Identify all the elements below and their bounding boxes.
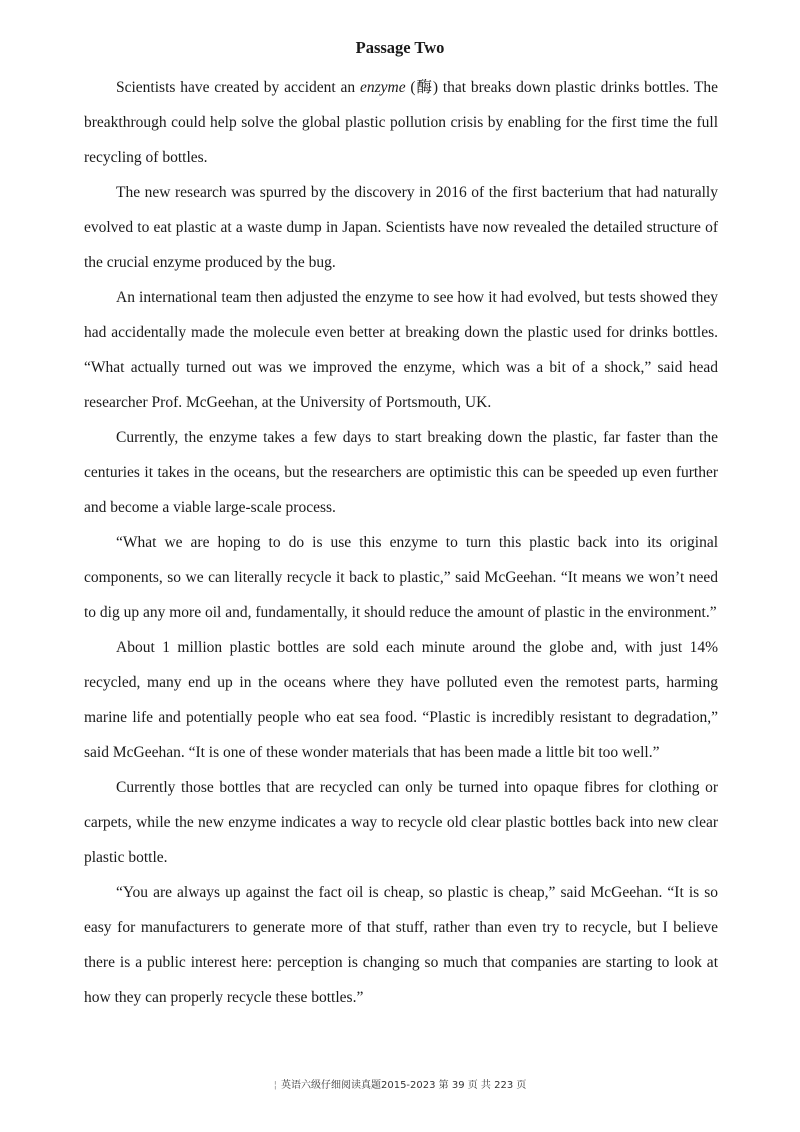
paragraph-5: “What we are hoping to do is use this enzyme to turn this plastic back into its original components, so we can literally recycle it back to plastic,” said McGeehan. “It means we won’t need to dig up any more oil and, fundamentally, it should reduce the amount of plastic in the environment.” — [84, 534, 718, 621]
paragraph-7: Currently those bottles that are recycled can only be turned into opaque fibres for clothing or carpets, while the new enzyme indicates a way to recycle old clear plastic bottles back into new clear plastic bottle. — [84, 779, 718, 866]
enzyme-term: enzyme — [359, 79, 406, 96]
paragraph-8: “You are always up against the fact oil is cheap, so plastic is cheap,” said McGeehan. “It is so easy for manufacturers to generate more of that stuff, rather than even try to recycle, but I believe there is a public interest here: perception is changing so much that companies are starting to look at how they can properly recycle these bottles.” — [84, 884, 718, 1006]
paragraph-6: About 1 million plastic bottles are sold each minute around the globe and, with just 14% recycled, many end up in the oceans where they have polluted even the remotest parts, harming marine life and potentially people who eat sea food. “Plastic is incredibly resistant to degradation,” said McGeehan. “It is one of these wonder materials that has been made a little bit too well.” — [84, 639, 718, 761]
page-footer — [0, 1078, 800, 1094]
passage-body — [84, 70, 718, 1015]
footer-marker: ¦ — [273, 1080, 277, 1091]
paragraph-1-after: (酶) that breaks down plastic drinks bottles. The breakthrough could help solve the global plastic pollution crisis by enabling for the first time the full recycling of bottles. — [84, 79, 718, 166]
passage-title: Passage Two — [355, 38, 445, 57]
paragraph-1 — [84, 70, 718, 175]
footer-page-info: 英语六级仔细阅读真题2015-2023 第 39 页 共 223 页 — [280, 1080, 527, 1091]
paragraph-2: The new research was spurred by the discovery in 2016 of the first bacterium that had naturally evolved to eat plastic at a waste dump in Japan. Scientists have now revealed the detailed structure of the crucial enzyme produced by the bug. — [84, 184, 718, 271]
paragraph-4: Currently, the enzyme takes a few days to start breaking down the plastic, far faster than the centuries it takes in the oceans, but the researchers are optimistic this can be speeded up even further and become a viable large-scale process. — [84, 429, 718, 516]
paragraph-3: An international team then adjusted the enzyme to see how it had evolved, but tests showed they had accidentally made the molecule even better at breaking down the plastic used for drinks bottles. “What actually turned out was we improved the enzyme, which was a bit of a shock,” said head researcher Prof. McGeehan, at the University of Portsmouth, UK. — [84, 289, 718, 411]
paragraph-1-before: Scientists have created by accident an — [116, 79, 360, 96]
